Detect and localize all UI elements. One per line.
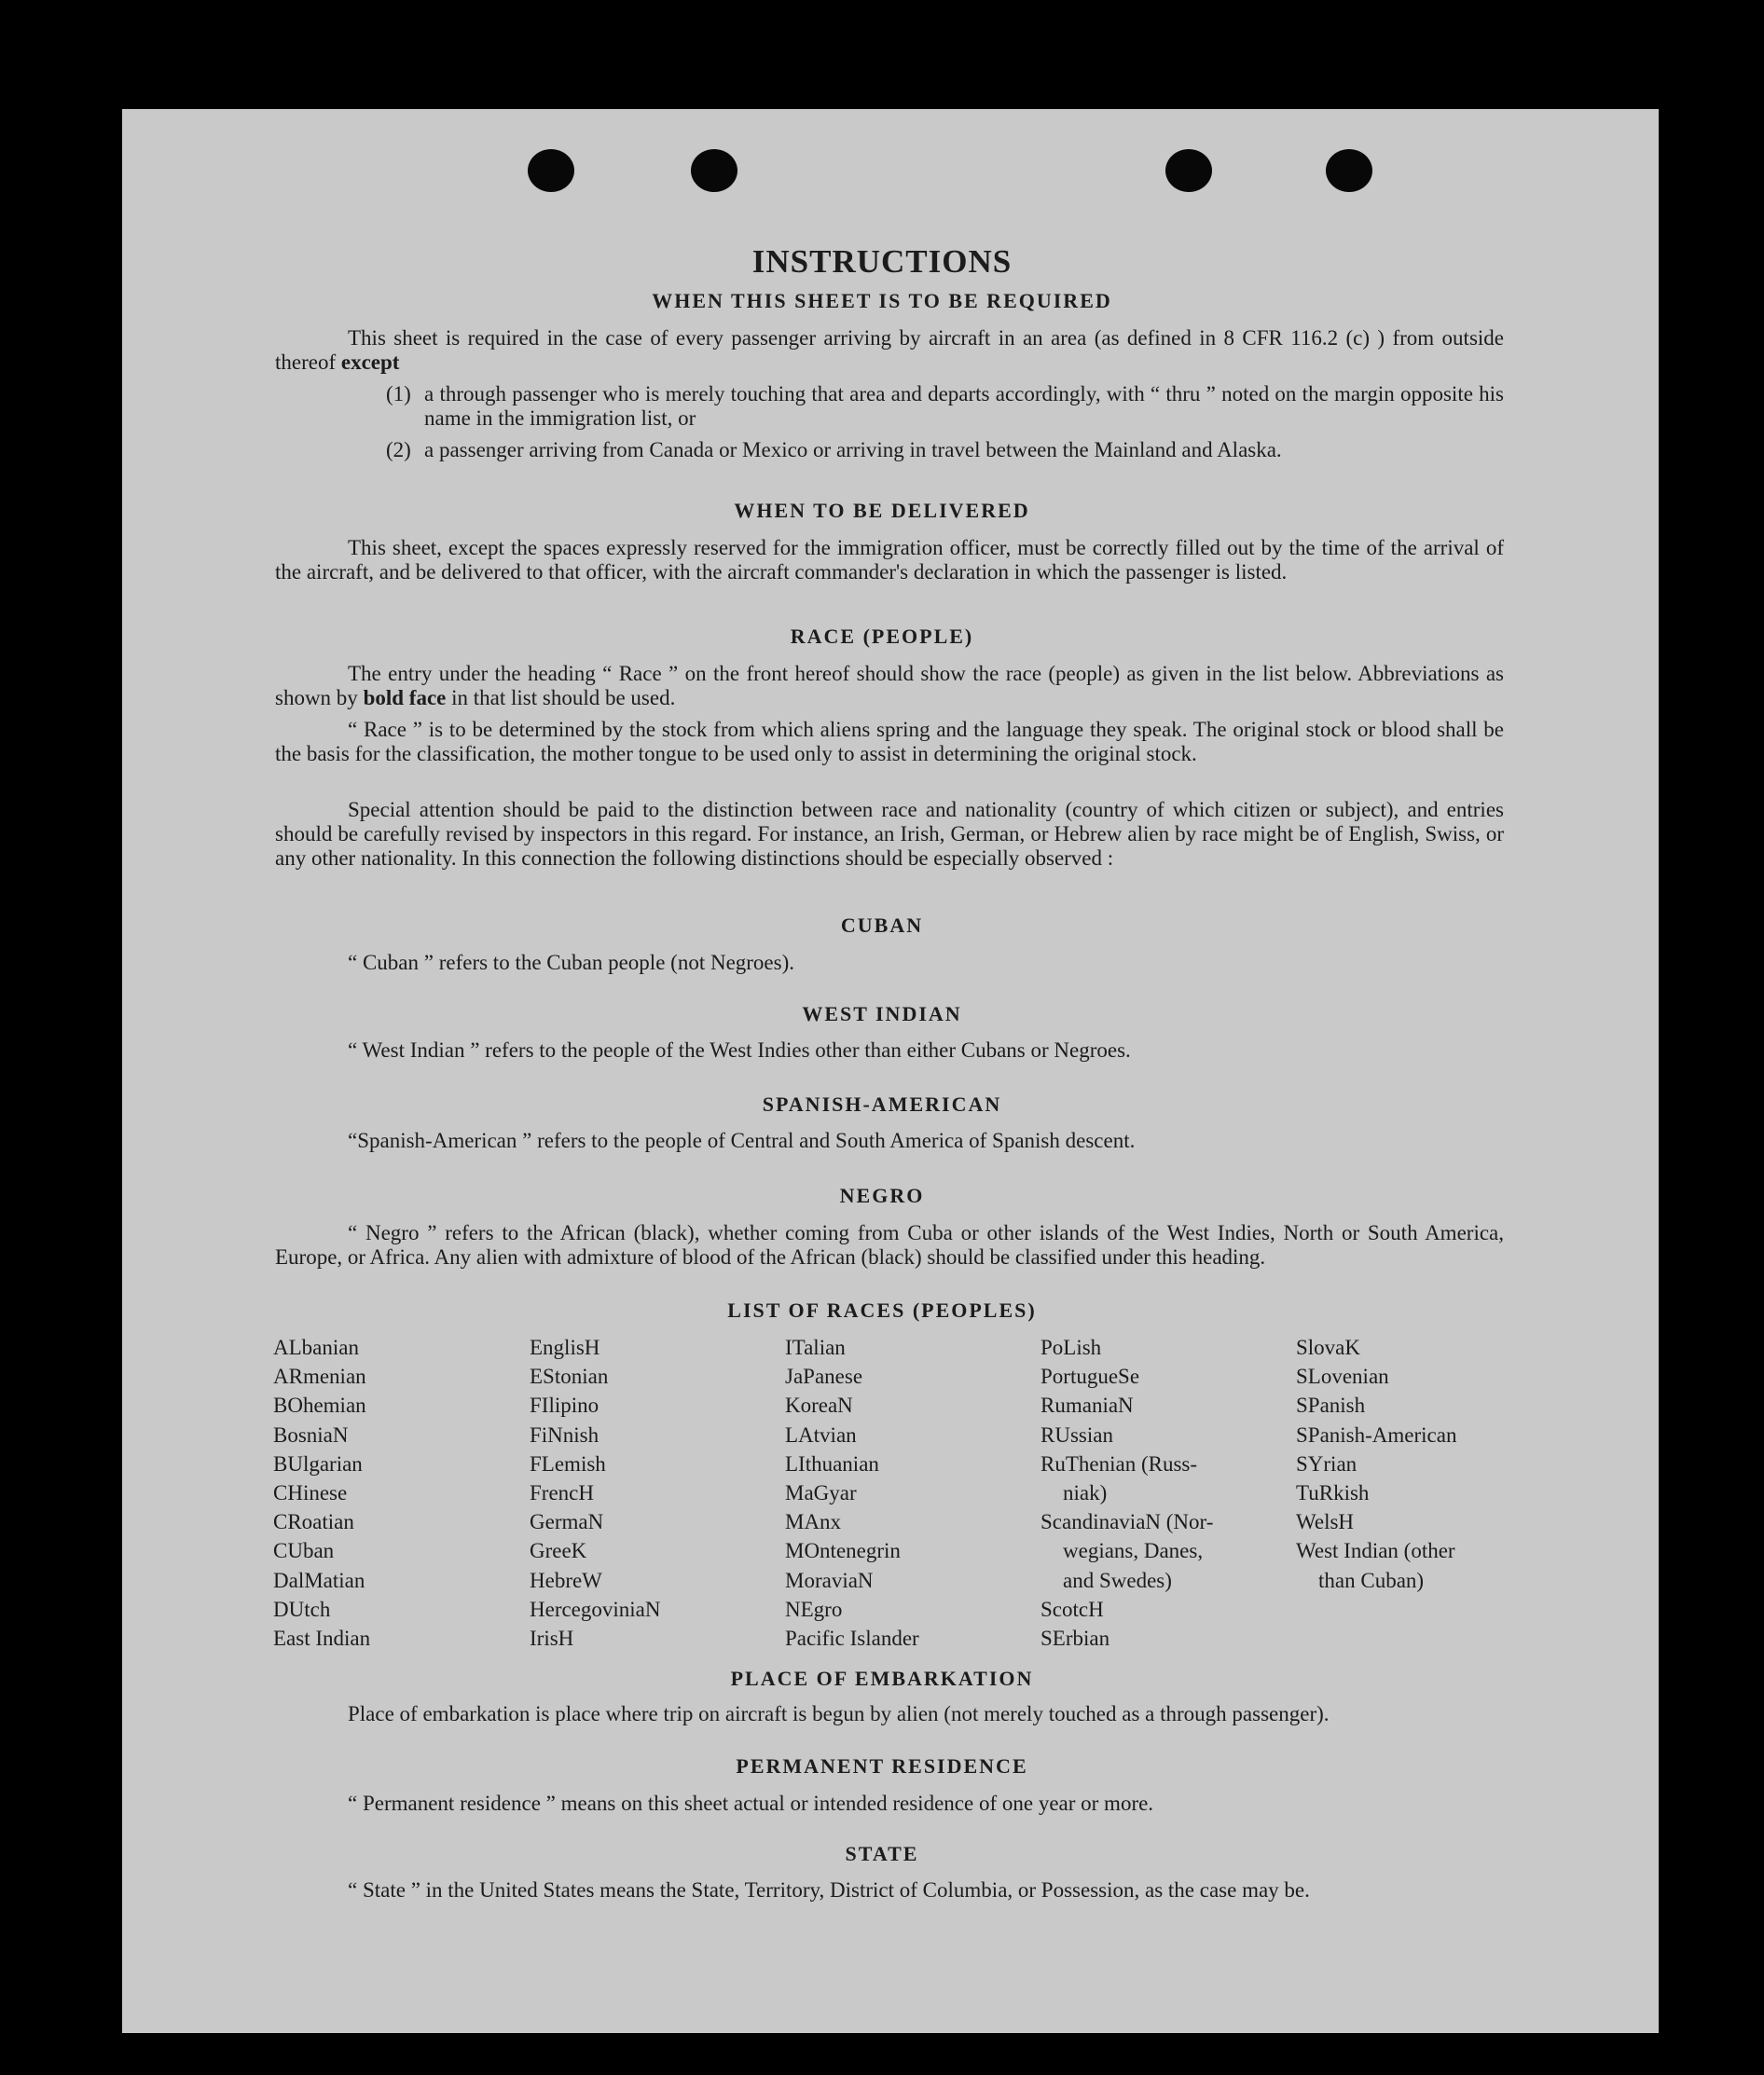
race-paragraph-1: The entry under the heading “ Race ” on the front hereof should show the race (people) as given in the list below. Abbreviations as shown by bold face in that list should be used. <box>275 662 1504 709</box>
races-column-2 <box>530 1333 661 1653</box>
race-paragraph-3: Special attention should be paid to the distinction between race and nationality (country of which citizen or subject), and entries should be carefully revised by inspectors in this regard. For instance, an Irish, German, or Hebrew alien by race might be of English, Swiss, or any other nationality. In this connection the following distinctions should be especially observed : <box>275 798 1504 870</box>
races-column-4 <box>1040 1333 1213 1653</box>
section-heading-when-required: WHEN THIS SHEET IS TO BE REQUIRED <box>652 289 1112 312</box>
race-entry: NEgro <box>785 1597 843 1621</box>
west-indian-text: “ West Indian ” refers to the people of the West Indies other than either Cubans or Negroes. <box>348 1038 1131 1062</box>
race-entry: EStonian <box>530 1365 609 1389</box>
punch-hole <box>1326 149 1372 192</box>
race-entry: TuRkish <box>1296 1481 1370 1505</box>
race-entry: niak) <box>1063 1481 1108 1505</box>
race-entry: than Cuban) <box>1318 1568 1425 1592</box>
residence-text: “ Permanent residence ” means on this sheet actual or intended residence of one year or more. <box>348 1792 1154 1815</box>
race-entry: WelsH <box>1296 1510 1355 1534</box>
section-heading-race: RACE (PEOPLE) <box>790 625 974 648</box>
section-heading-negro: NEGRO <box>839 1184 925 1207</box>
race-entry: GreeK <box>530 1539 587 1563</box>
race-entry: and Swedes) <box>1063 1568 1172 1592</box>
section-heading-races-list: LIST OF RACES (PEOPLES) <box>727 1299 1037 1322</box>
race-entry: East Indian <box>273 1627 371 1651</box>
race-entry: RumaniaN <box>1040 1394 1134 1418</box>
race-entry: RuThenian (Russ- <box>1040 1451 1198 1476</box>
race-entry: CUban <box>273 1539 335 1563</box>
race-entry: HercegoviniaN <box>530 1597 661 1621</box>
section-heading-state: STATE <box>845 1842 919 1865</box>
spanish-american-text: “Spanish-American ” refers to the people of Central and South America of Spanish descent. <box>348 1129 1136 1152</box>
section-heading-residence: PERMANENT RESIDENCE <box>736 1754 1028 1778</box>
cuban-text: “ Cuban ” refers to the Cuban people (not Negroes). <box>348 951 795 974</box>
race-entry: West Indian (other <box>1296 1539 1455 1563</box>
race-entry: FiNnish <box>530 1422 599 1447</box>
race-entry: SPanish <box>1296 1394 1366 1418</box>
state-text: “ State ” in the United States means the State, Territory, District of Columbia, or Possession, as the case may be. <box>348 1878 1310 1902</box>
race-paragraph-2: “ Race ” is to be determined by the stock from which aliens spring and the language they speak. The original stock or blood shall be the basis for the classification, the mother tongue to be used only to assist in determining the original stock. <box>275 718 1504 765</box>
when-required-intro: This sheet is required in the case of every passenger arriving by aircraft in an area (as defined in 8 CFR 116.2 (c) ) from outside thereof except <box>275 326 1504 374</box>
punch-hole <box>691 149 737 192</box>
negro-text: “ Negro ” refers to the African (black), whether coming from Cuba or other islands of the West Indies, North or South America, Europe, or Africa. Any alien with admixture of blood of the African (black) should be classified under this heading. <box>275 1221 1504 1269</box>
race-entry: BosniaN <box>273 1422 349 1447</box>
race-entry: MoraviaN <box>785 1568 874 1592</box>
exception-item-1: (1) a through passenger who is merely touching that area and departs accordingly, with “ thru ” noted on the margin opposite his name in the immigration list, or <box>386 382 1504 430</box>
race-entry: Pacific Islander <box>785 1627 919 1651</box>
races-column-5 <box>1296 1333 1456 1595</box>
section-heading-west-indian: WEST INDIAN <box>802 1002 962 1025</box>
race-entry: MAnx <box>785 1510 842 1534</box>
race-entry: SPanish-American <box>1296 1422 1457 1447</box>
section-heading-cuban: CUBAN <box>840 914 924 937</box>
race-entry: SlovaK <box>1296 1336 1360 1359</box>
race-entry: SLovenian <box>1296 1365 1389 1389</box>
race-entry: ARmenian <box>273 1365 366 1389</box>
race-entry: JaPanese <box>785 1365 863 1389</box>
race-entry: LIthuanian <box>785 1451 879 1476</box>
race-entry: RUssian <box>1040 1422 1113 1447</box>
race-entry: KoreaN <box>785 1394 853 1418</box>
race-entry: BOhemian <box>273 1394 366 1418</box>
races-column-1 <box>273 1333 370 1653</box>
race-entry: FIlipino <box>530 1394 599 1418</box>
race-entry: MaGyar <box>785 1481 857 1505</box>
race-entry: FLemish <box>530 1451 606 1476</box>
punch-hole <box>1165 149 1212 192</box>
race-entry: FrencH <box>530 1481 594 1505</box>
race-entry: SErbian <box>1040 1627 1110 1651</box>
embarkation-text: Place of embarkation is place where trip on aircraft is begun by alien (not merely touched as a through passenger). <box>348 1702 1330 1725</box>
race-entry: LAtvian <box>785 1422 857 1447</box>
race-entry: GermaN <box>530 1510 604 1534</box>
section-heading-spanish-american: SPANISH-AMERICAN <box>762 1092 1002 1116</box>
race-entry: CRoatian <box>273 1510 354 1534</box>
race-entry: ALbanian <box>273 1336 359 1359</box>
when-delivered-text: This sheet, except the spaces expressly reserved for the immigration officer, must be correctly filled out by the time of the arrival of the aircraft, and be delivered to that officer, with the aircraft commander's declaration in which the passenger is listed. <box>275 536 1504 584</box>
section-heading-embarkation: PLACE OF EMBARKATION <box>730 1667 1034 1690</box>
section-heading-when-delivered: WHEN TO BE DELIVERED <box>734 499 1030 522</box>
race-entry: MOntenegrin <box>785 1539 901 1563</box>
race-entry: ScandinaviaN (Nor- <box>1040 1510 1214 1534</box>
race-entry: BUlgarian <box>273 1451 363 1476</box>
race-entry: IrisH <box>530 1627 574 1651</box>
race-entry: SYrian <box>1296 1451 1357 1476</box>
race-entry: ScotcH <box>1040 1597 1104 1621</box>
race-entry: EnglisH <box>530 1336 600 1359</box>
race-entry: wegians, Danes, <box>1063 1539 1204 1563</box>
race-entry: PoLish <box>1040 1336 1102 1359</box>
race-entry: CHinese <box>273 1481 348 1505</box>
race-entry: PortugueSe <box>1040 1365 1140 1389</box>
race-entry: DUtch <box>273 1597 331 1621</box>
races-column-3 <box>785 1333 919 1653</box>
page-title: INSTRUCTIONS <box>751 243 1013 280</box>
exception-item-2: (2) a passenger arriving from Canada or Mexico or arriving in travel between the Mainland and Alaska. <box>386 438 1282 461</box>
race-entry: HebreW <box>530 1568 602 1592</box>
race-entry: DalMatian <box>273 1568 365 1592</box>
race-entry: ITalian <box>785 1336 846 1359</box>
punch-hole <box>528 149 574 192</box>
